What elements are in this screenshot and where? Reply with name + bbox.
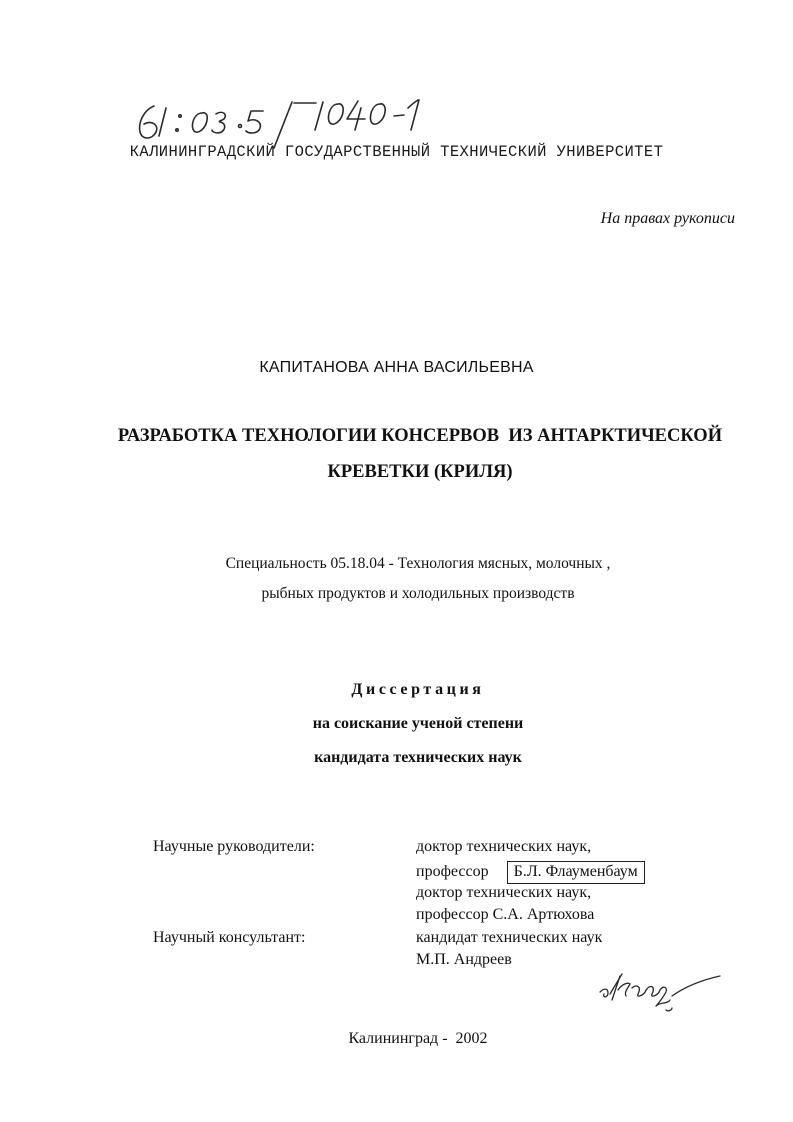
author-name: КАПИТАНОВА АННА ВАСИЛЬЕВНА — [259, 359, 534, 376]
supervisor-line-2 — [416, 861, 645, 884]
supervisor-line-4: профессор С.А. Артюхова — [416, 906, 595, 923]
specialty-line-1: Специальность 05.18.04 - Технология мясных, молочных , — [225, 555, 611, 572]
dissertation-title — [0, 418, 793, 490]
specialty-line-2: рыбных продуктов и холодильных производств — [261, 585, 575, 602]
dissertation-heading: Диссертация — [351, 681, 485, 698]
city-and-year: Калининград - 2002 — [348, 1030, 488, 1047]
degree-line-1: на соискание ученой степени — [312, 715, 524, 732]
university-name: КАЛИНИНГРАДСКИЙ ГОСУДАРСТВЕННЫЙ ТЕХНИЧЕСКИЙ УНИВЕРСИТЕТ — [129, 143, 664, 161]
consultant-label: Научный консультант: — [153, 929, 306, 946]
consultant-line-1: кандидат технических наук — [416, 929, 603, 946]
dissertation-degree-block — [0, 673, 793, 775]
boxed-supervisor-name: Б.Л. Флауменбаум — [507, 861, 645, 884]
supervisor-title: профессор — [416, 863, 489, 880]
title-line-1: РАЗРАБОТКА ТЕХНОЛОГИИ КОНСЕРВОВ ИЗ АНТАРКТИЧЕСКОЙ — [117, 426, 723, 446]
degree-line-2: кандидата технических наук — [314, 749, 522, 766]
title-line-2: КРЕВЕТКИ (КРИЛЯ) — [327, 462, 513, 482]
consultant-line-2: М.П. Андреев — [416, 951, 512, 968]
supervisor-line-3: доктор технических наук, — [416, 884, 592, 901]
supervisors-label: Научные руководители: — [153, 838, 315, 855]
specialty-block — [0, 549, 793, 609]
handwritten-signature — [598, 966, 728, 1026]
manuscript-rights-note: На правах рукописи — [600, 210, 735, 227]
supervisor-line-1: доктор технических наук, — [416, 838, 592, 855]
